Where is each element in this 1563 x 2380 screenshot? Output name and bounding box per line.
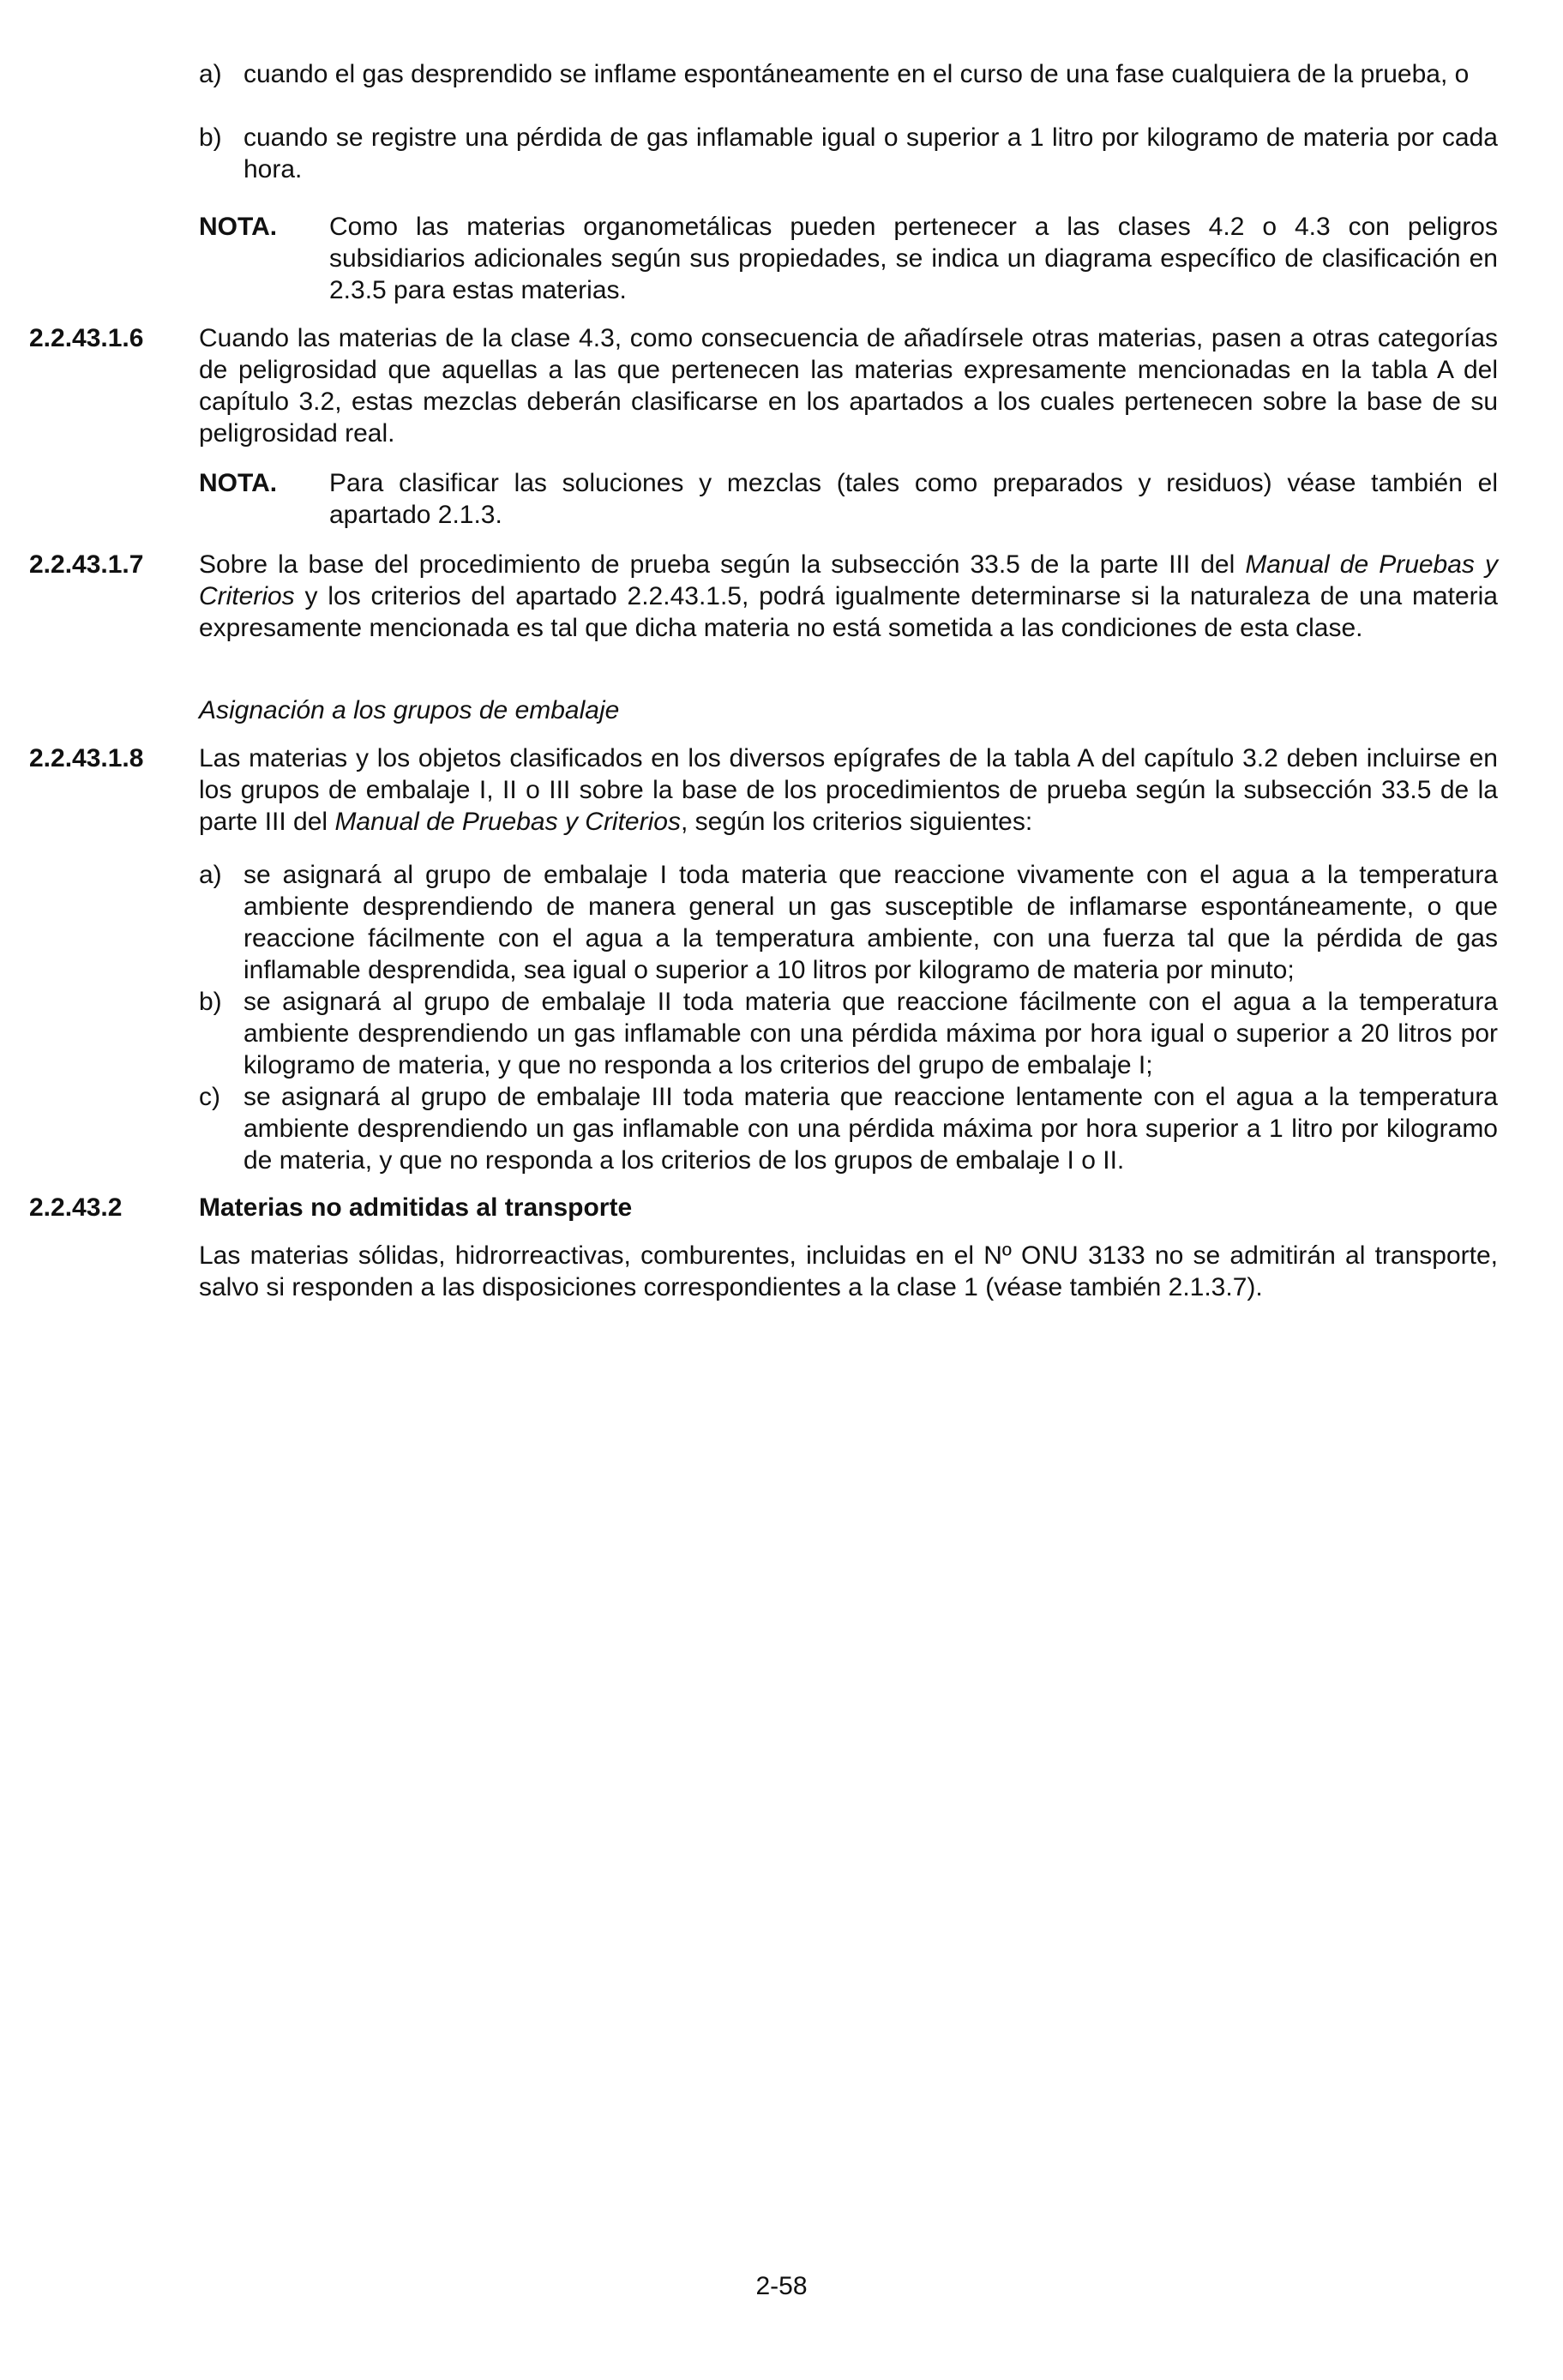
list-text: cuando se registre una pérdida de gas inflamable igual o superior a 1 litro por kilogramo de materia por cada hora. — [243, 123, 1498, 183]
paragraph-number: 2.2.43.1.7 — [29, 550, 144, 579]
section-number: 2.2.43.2 — [29, 1193, 123, 1222]
page-number: 2-58 — [755, 2272, 808, 2300]
text-run: Sobre la base del procedimiento de prueba según la subsección 33.5 de la parte III del — [199, 550, 1246, 579]
section-title: Materias no admitidas al transporte — [199, 1193, 633, 1222]
paragraph-2-2-43-1-8 — [29, 742, 1498, 838]
list-item — [199, 1081, 1498, 1176]
note-label: NOTA. — [199, 469, 278, 497]
section-2-2-43-2-text: Las materias sólidas, hidrorreactivas, comburentes, incluidas en el Nº ONU 3133 no se admitirán al transporte, salvo si responden a las disposiciones correspondientes a la clase 1 (véase también 2.1.3.7). — [199, 1241, 1498, 1301]
paragraph-text: Cuando las materias de la clase 4.3, como consecuencia de añadírsele otras materias, pasen a otras categorías de peligrosidad que aquellas a las que pertenecen las materias expresamente mencionadas en la tabla A del capítulo 3.2, estas mezclas deberán clasificarse en los apartados a los cuales pertenecen sobre la base de su peligrosidad real. — [199, 324, 1498, 448]
list-text: cuando el gas desprendido se inflame espontáneamente en el curso de una fase cualquiera de la prueba, o — [243, 60, 1470, 88]
list-item — [199, 859, 1498, 986]
paragraph-text — [199, 742, 1498, 838]
text-run: , según los criterios siguientes: — [680, 808, 1033, 836]
paragraph-text — [199, 549, 1498, 644]
paragraph-2-2-43-1-7 — [29, 549, 1498, 644]
list-marker: b) — [199, 988, 222, 1016]
section-2-2-43-2-heading — [29, 1192, 1498, 1223]
list-text: se asignará al grupo de embalaje II toda materia que reaccione fácilmente con el agua a la temperatura ambiente desprendiendo un gas inflamable con una pérdida máxima por hora igual o superior a 20 litros por kilogramo de materia, y que no responda a los criterios del grupo de embalaje I; — [243, 988, 1498, 1079]
note-text: Como las materias organometálicas pueden pertenecer a las clases 4.2 o 4.3 con peligros subsidiarios adicionales según sus propiedades, se indica un diagrama específico de clasificación en 2.3.5 para estas materias. — [329, 213, 1498, 304]
list-text: se asignará al grupo de embalaje I toda materia que reaccione vivamente con el agua a la temperatura ambiente desprendiendo de manera general un gas susceptible de inflamarse espontáneamente, o que reaccione fácilmente con el agua a la temperatura ambiente, con una fuerza tal que la pérdida de gas inflamable desprendida, sea igual o superior a 10 litros por kilogramo de materia por minuto; — [243, 861, 1498, 984]
list-marker: a) — [199, 861, 222, 889]
list-marker: c) — [199, 1083, 220, 1111]
note-text: Para clasificar las soluciones y mezclas (tales como preparados y residuos) véase también el apartado 2.1.3. — [329, 469, 1498, 529]
list-item — [199, 58, 1498, 90]
note — [199, 211, 1498, 306]
manual-title: Manual de Pruebas y Criterios — [334, 808, 681, 836]
paragraph-number: 2.2.43.1.6 — [29, 324, 144, 352]
note-label: NOTA. — [199, 213, 278, 241]
list-item — [199, 986, 1498, 1081]
paragraph-2-2-43-1-6 — [29, 322, 1498, 449]
paragraph-number: 2.2.43.1.8 — [29, 744, 144, 772]
list-text: se asignará al grupo de embalaje III toda materia que reaccione lentamente con el agua a la temperatura ambiente desprendiendo un gas inflamable con una pérdida máxima por hora superior a 1 litro por kilogramo de materia, y que no responda a los criterios de los grupos de embalaje I o II. — [243, 1083, 1498, 1175]
note — [199, 467, 1498, 531]
subheading-packing-groups: Asignación a los grupos de embalaje — [199, 696, 620, 724]
text-run: Las materias y los objetos clasificados en los diversos epígrafes de la tabla A del capítulo 3.2 deben incluirse en los grupos de embalaje I, II o III sobre la base de los procedimientos de prueba según la subsección 33.5 de la parte III del — [199, 744, 1498, 836]
list-marker: b) — [199, 123, 222, 152]
list-marker: a) — [199, 60, 222, 88]
list-item — [199, 122, 1498, 185]
manual-title: Manual de Pruebas y Criterios — [199, 550, 1498, 610]
text-run: y los criterios del apartado 2.2.43.1.5, podrá igualmente determinarse si la naturaleza de una materia expresamente mencionada es tal que dicha materia no está sometida a las condiciones de esta clase. — [199, 582, 1498, 642]
